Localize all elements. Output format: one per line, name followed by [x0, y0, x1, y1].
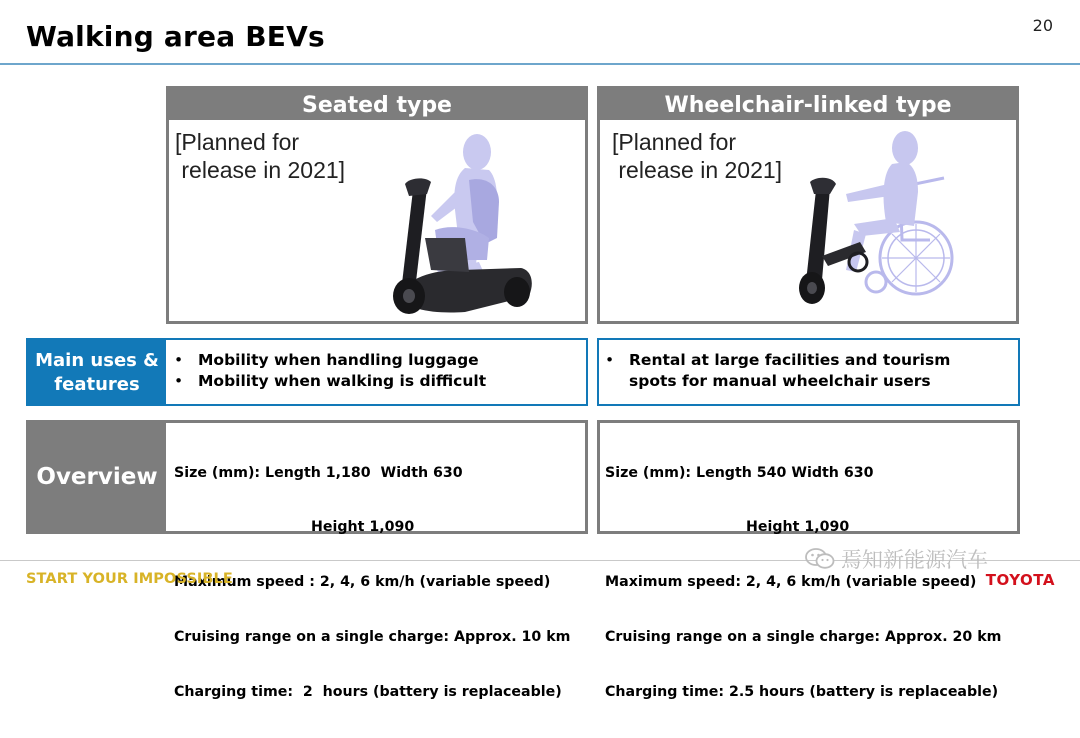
use-text: Mobility when walking is difficult	[198, 372, 487, 390]
spec-height: Height 1,090	[311, 519, 415, 536]
bullet: •	[174, 351, 184, 369]
toyota-logo: TOYOTA	[985, 571, 1055, 589]
bullet: •	[605, 351, 615, 369]
list-item	[174, 350, 586, 371]
bullet: •	[174, 372, 184, 390]
spec-size: Size (mm): Length 1,180 Width 630	[174, 464, 463, 481]
use-text: Mobility when handling luggage	[198, 351, 479, 369]
watermark	[805, 544, 988, 574]
spec-size: Size (mm): Length 540 Width 630	[605, 464, 874, 481]
wechat-icon	[805, 547, 835, 571]
seated-type-panel	[166, 86, 588, 324]
seated-uses-box	[166, 338, 588, 406]
spec-range: Cruising range on a single charge: Approx. 20 km	[605, 629, 1002, 646]
spec-speed: Maximum speed: 2, 4, 6 km/h (variable speed)	[605, 574, 977, 591]
seated-release-note: [Planned for release in 2021]	[175, 129, 346, 183]
wheelchair-spec-list	[600, 423, 1017, 738]
main-uses-label: Main uses & features	[26, 338, 168, 406]
seated-type-header: Seated type	[302, 93, 452, 118]
use-text: Rental at large facilities and tourism spots for manual wheelchair users	[629, 351, 951, 390]
spec-height: Height 1,090	[746, 519, 850, 536]
wheelchair-release-note: [Planned for release in 2021]	[612, 129, 783, 183]
title-divider	[0, 63, 1080, 65]
spec-speed: Maximum speed : 2, 4, 6 km/h (variable speed)	[174, 574, 551, 591]
watermark-text: 焉知新能源汽车	[841, 548, 988, 572]
wheelchair-uses-list	[599, 340, 1018, 392]
overview-label: Overview	[26, 420, 168, 534]
footer-slogan: START YOUR IMPOSSIBLE	[26, 571, 233, 587]
wheelchair-type-header: Wheelchair-linked type	[664, 93, 952, 118]
seated-overview-box	[166, 420, 588, 701]
seated-uses-list	[166, 340, 586, 392]
list-item	[605, 350, 1018, 392]
wheelchair-type-image-area	[600, 120, 1016, 321]
list-item	[174, 371, 586, 392]
spec-charging: Charging time: 2 hours (battery is replaceable)	[174, 684, 562, 701]
spec-range: Cruising range on a single charge: Approx. 10 km	[174, 629, 571, 646]
spec-charging: Charging time: 2.5 hours (battery is replaceable)	[605, 684, 999, 701]
slide-title: Walking area BEVs	[26, 20, 325, 53]
wheelchair-type-panel	[597, 86, 1019, 324]
page-number: 20	[1032, 16, 1053, 35]
wheelchair-uses-box	[597, 338, 1020, 406]
seated-type-image-area	[169, 120, 585, 321]
